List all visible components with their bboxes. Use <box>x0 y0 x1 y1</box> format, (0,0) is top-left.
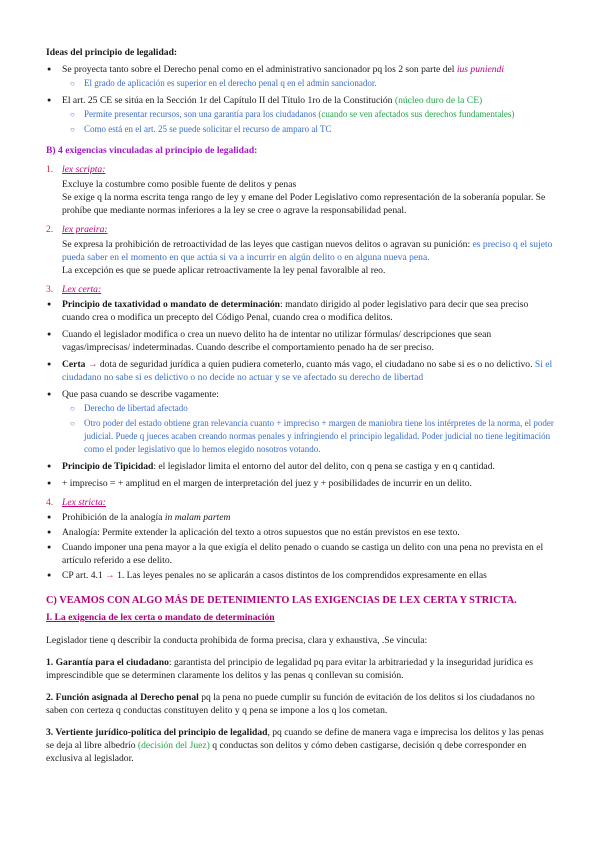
list-item: ● Cuando imponer una pena mayor a la que exigía el delito penado o cuando se castiga un delito con una pena no prevista en el artículo referido a ese delito. <box>46 541 554 567</box>
list-item: ● Certa → dota de seguridad jurídica a quien pudiera cometerlo, cuanto más vago, el ciudadano no sabe si es o no delictivo. Si el ciudadano no sabe si es delictivo o no decide no actuar y se ve afectado su derecho de libertad <box>46 358 554 384</box>
ius-puniendi-highlight: ius puniendi <box>456 64 504 75</box>
section-c-subtitle: I. La exigencia de lex certa o mandato de determinación <box>46 612 275 623</box>
requirement-heading-4: 4. Lex stricta: <box>46 497 106 508</box>
paragraph: 1. Garantía para el ciudadano: garantista del principio de legalidad pq para evitar la arbitrariedad y la inseguridad jurídica es imprescindible que se determinen claramente los delitos y las penas q conllevan su comisión. <box>46 657 534 681</box>
sub-list-item: ○ Permite presentar recursos, son una garantía para los ciudadanos (cuando se ven afectados sus derechos fundamentales) <box>62 108 554 121</box>
paragraph: Se expresa la prohibición de retroactividad de las leyes que castigan nuevos delitos o agravan su punición: es preciso q el sujeto pueda saber en el momento en que actúa si va a incurrir en algún delito o en alguna nueva pena. <box>62 239 553 263</box>
arrow-icon: → <box>85 359 100 370</box>
requirement-heading-3: 3. Lex certa: <box>46 284 102 295</box>
list-item: ● Cuando el legislador modifica o crea un nuevo delito ha de intentar no utilizar fórmulas/ descripciones que sean vagas/imprecisas/ indeterminadas. Cuando describe el comportamiento penado ha de ser preciso. <box>46 328 554 354</box>
list-item: ● Que pasa cuando se describe vagamente: ○ Derecho de libertad afectado ○ Otro poder del estado obtiene gran relevancia cuanto + impreciso + margen de maniobra tiene los intérpretes de la norma, el poder judicial. Puede q jueces acaben creando normas penales y infringiendo el principio legalidad. Poder judicial no tiene legitimación como el poder legislativo que lo hemos elegido nosotros votando. <box>46 388 554 456</box>
paragraph: Legislador tiene q describir la conducta prohibida de forma precisa, clara y exhaustiva, .Se vincula: <box>46 635 428 646</box>
requirement-heading-2: 2. lex praeira: <box>46 224 108 235</box>
lex-stricta-list <box>46 511 554 582</box>
list-item: ● Principio de taxatividad o mandato de determinación: mandato dirigido al poder legislativo para decir que sea preciso cuando crea o modifica un precepto del Código Penal, cuando crea o modifica delitos. <box>46 298 554 324</box>
sub-list-item: ○ El grado de aplicación es superior en el derecho penal q en el admin sancionador. <box>62 77 554 90</box>
list-item: ● + impreciso = + amplitud en el margen de interpretación del juez y + posibilidades de incurrir en un delito. <box>46 477 554 490</box>
list-item: ● Analogía: Permite extender la aplicación del texto a otros supuestos que no están previstos en ese texto. <box>46 526 554 539</box>
paragraph: 3. Vertiente jurídico-política del principio de legalidad, pq cuando se define de manera vaga e imprecisa los delitos y las penas se deja al libre albedrío (decisión del Juez) q conductas son delitos y cómo deben castigarse, decisión q debe corresponder en exclusiva al legislador. <box>46 727 544 764</box>
paragraph: 2. Función asignada al Derecho penal pq la pena no puede cumplir su función de evitación de los delitos si los ciudadanos no saben con certeza q conductas constituyen delito y q pena se impone a los q los cometan. <box>46 692 535 716</box>
sub-list-item: ○ Como está en el art. 25 se puede solicitar el recurso de amparo al TC <box>62 123 554 136</box>
list-item: ● Prohibición de la analogía in malam partem <box>46 511 554 524</box>
sub-list-item: ○ Otro poder del estado obtiene gran relevancia cuanto + impreciso + margen de maniobra tiene los intérpretes de la norma, el poder judicial. Puede q jueces acaben creando normas penales y infringiendo el principio legalidad. Poder judicial no tiene legitimación como el poder legislativo que lo hemos elegido nosotros votando. <box>62 417 554 456</box>
list-item: ● Principio de Tipicidad: el legislador limita el entorno del autor del delito, con q pena se castiga y en q cantidad. <box>46 460 554 473</box>
lex-certa-list <box>46 298 554 490</box>
section-c-title: C) VEAMOS CON ALGO MÁS DE DETENIMIENTO LAS EXIGENCIAS DE LEX CERTA Y STRICTA. <box>46 595 517 606</box>
list-item: ● CP art. 4.1 → 1. Las leyes penales no se aplicarán a casos distintos de los comprendidos expresamente en ellas <box>46 569 554 582</box>
section-a-title: Ideas del principio de legalidad: <box>46 47 178 58</box>
list-item: ● Se proyecta tanto sobre el Derecho penal como en el administrativo sancionador pq los 2 son parte del ius puniendi ○ El grado de aplicación es superior en el derecho penal q en el admin sancionador. <box>46 63 554 90</box>
section-a-list <box>46 63 554 136</box>
section-b-title: B) 4 exigencias vinculadas al principio de legalidad: <box>46 145 258 156</box>
sub-list-item: ○ Derecho de libertad afectado <box>62 402 554 415</box>
paragraph: Se exige q la norma escrita tenga rango de ley y emane del Poder Legislativo como representación de la soberanía popular. Se prohíbe que mediante normas inferiores a la ley se cree o agrave la responsabilidad penal. <box>62 192 546 216</box>
paragraph: La excepción es que se puede aplicar retroactivamente la ley penal favoralble al reo. <box>62 265 386 276</box>
arrow-icon: → <box>105 570 115 581</box>
paragraph: Excluye la costumbre como posible fuente de delitos y penas <box>62 179 297 190</box>
requirement-heading-1: 1. lex scripta: <box>46 164 106 175</box>
nucleo-duro-highlight: (núcleo duro de la CE) <box>394 95 483 106</box>
list-item: ● El art. 25 CE se sitúa en la Sección 1r del Capítulo II del Título 1ro de la Constitución (núcleo duro de la CE) ○ Permite presentar recursos, son una garantía para los ciudadanos (cuando se ven afectados sus derechos fundamentales) ○ Como está en el art. 25 se puede solicitar el recurso de amparo al TC <box>46 94 554 136</box>
